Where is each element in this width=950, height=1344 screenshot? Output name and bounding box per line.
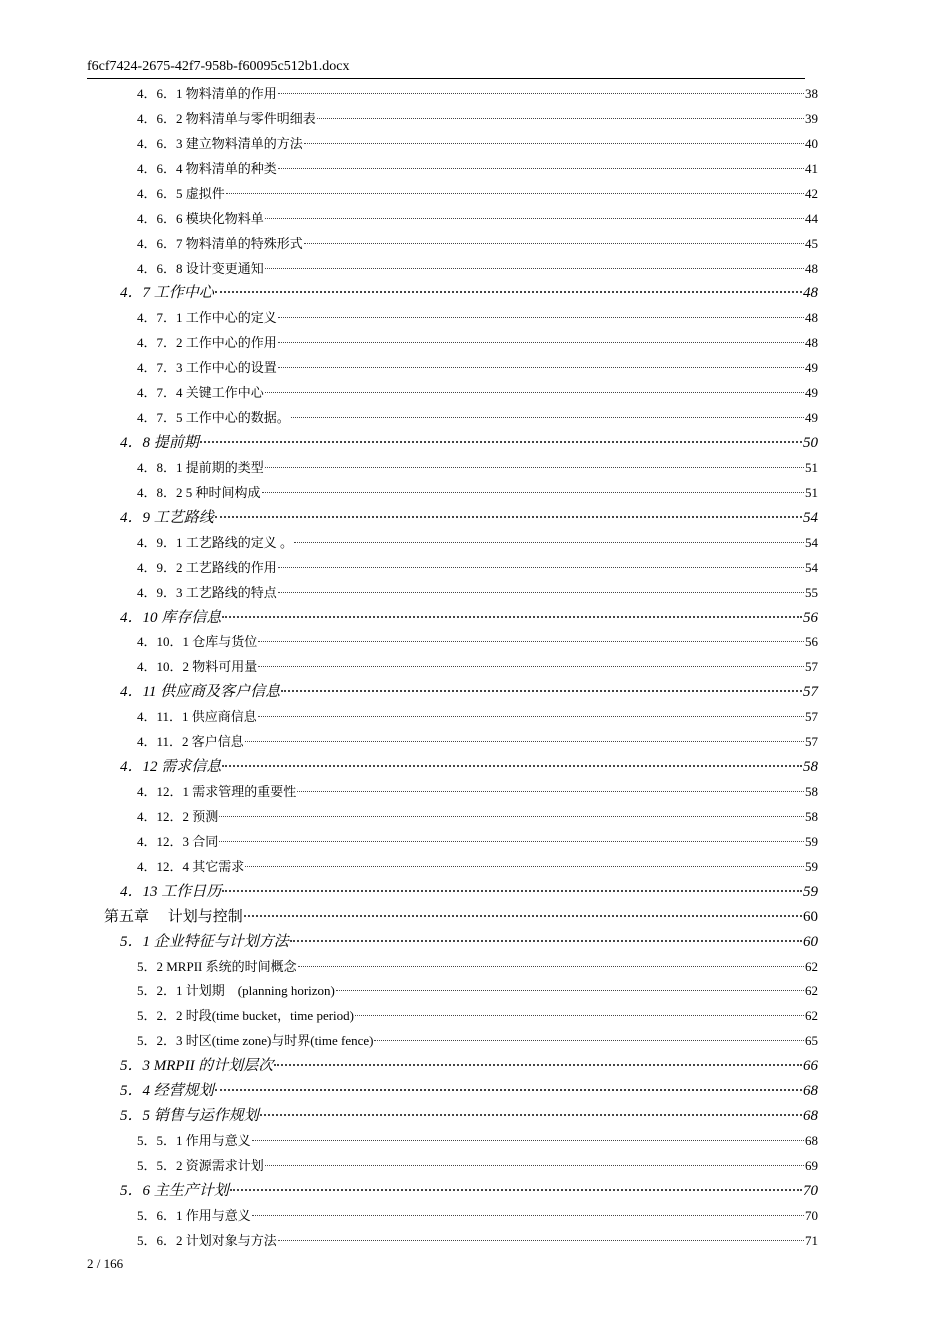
toc-dot-leader <box>278 342 804 343</box>
toc-entry[interactable] <box>137 830 818 854</box>
toc-dot-leader <box>304 243 804 244</box>
toc-entry-title: 4．12．2 预测 <box>137 808 219 824</box>
toc-entry-page-number: 49 <box>805 410 818 426</box>
toc-entry-title: 5．5．2 资源需求计划 <box>137 1157 264 1173</box>
toc-entry[interactable] <box>137 1029 818 1053</box>
toc-entry-title: 4．6．1 物料清单的作用 <box>137 86 277 101</box>
toc-dot-leader <box>265 1165 804 1166</box>
toc-entry[interactable] <box>137 581 818 605</box>
toc-entry[interactable] <box>120 606 818 630</box>
toc-entry-title: 4．8．1 提前期的类型 <box>137 459 264 475</box>
toc-entry[interactable] <box>137 182 818 206</box>
toc-entry[interactable] <box>137 331 818 355</box>
toc-entry-page-number: 38 <box>805 86 818 101</box>
toc-entry-page-number: 68 <box>803 1083 818 1100</box>
toc-dot-leader <box>245 741 804 742</box>
toc-dot-leader <box>245 866 804 867</box>
toc-dot-leader <box>317 118 804 119</box>
toc-dot-leader <box>298 966 804 967</box>
toc-entry-title: 5．6．1 作用与意义 <box>137 1207 251 1223</box>
toc-entry[interactable] <box>120 880 818 904</box>
toc-dot-leader <box>252 1140 804 1141</box>
toc-dot-leader <box>278 567 804 568</box>
toc-entry-page-number: 68 <box>803 1108 818 1125</box>
toc-dot-leader <box>219 816 804 817</box>
toc-entry-title: 4．6．6 模块化物料单 <box>137 210 264 226</box>
toc-entry-title: 4．8 提前期 <box>120 435 199 452</box>
toc-entry-page-number: 54 <box>803 509 818 526</box>
toc-dot-leader <box>265 392 804 393</box>
toc-entry-title: 5．1 企业特征与计划方法 <box>120 933 289 950</box>
toc-entry-page-number: 39 <box>805 110 818 126</box>
toc-entry-page-number: 49 <box>805 385 818 401</box>
toc-entry-title: 5．5．1 作用与意义 <box>137 1133 251 1149</box>
toc-dot-leader <box>304 143 804 144</box>
toc-dot-leader <box>355 1015 804 1016</box>
toc-entry-page-number: 57 <box>805 659 818 675</box>
toc-dot-leader <box>258 641 804 642</box>
toc-dot-leader <box>252 1215 804 1216</box>
toc-entry[interactable] <box>137 1004 818 1028</box>
toc-entry-title: 4．6．4 物料清单的种类 <box>137 160 277 176</box>
toc-entry-title: 4．13 工作日历 <box>120 883 222 900</box>
toc-dot-leader <box>291 417 804 418</box>
toc-dot-leader <box>297 791 804 792</box>
toc-entry[interactable] <box>137 132 818 156</box>
toc-entry[interactable] <box>120 506 818 530</box>
toc-entry[interactable] <box>137 705 818 729</box>
toc-entry-page-number: 41 <box>805 160 818 176</box>
toc-dot-leader <box>336 990 804 991</box>
toc-dot-leader <box>278 168 804 169</box>
toc-dot-leader <box>222 616 802 618</box>
toc-entry-page-number: 57 <box>803 684 818 701</box>
toc-entry-page-number: 62 <box>805 983 818 999</box>
toc-entry-page-number: 48 <box>805 310 818 326</box>
toc-entry-title: 4．7．5 工作中心的数据。 <box>137 410 290 426</box>
toc-entry[interactable] <box>120 930 818 954</box>
toc-dot-leader <box>215 1089 802 1091</box>
toc-entry[interactable] <box>120 680 818 704</box>
toc-dot-leader <box>215 291 802 293</box>
toc-entry-page-number: 48 <box>803 285 818 302</box>
toc-entry[interactable] <box>137 456 818 480</box>
toc-entry-title: 5．2．2 时段(time bucket，time period) <box>137 1008 354 1024</box>
toc-dot-leader <box>265 268 804 269</box>
toc-entry[interactable] <box>120 1054 818 1078</box>
toc-entry-page-number: 57 <box>805 734 818 750</box>
toc-entry-page-number: 62 <box>805 1008 818 1024</box>
toc-entry[interactable] <box>137 232 818 256</box>
toc-entry-title: 4．7．2 工作中心的作用 <box>137 335 277 351</box>
toc-entry-page-number: 68 <box>805 1133 818 1149</box>
toc-entry[interactable] <box>137 1204 818 1228</box>
toc-entry-title: 4．7．1 工作中心的定义 <box>137 310 277 326</box>
toc-entry-title: 4．12．3 合同 <box>137 833 219 849</box>
toc-entry-page-number: 60 <box>803 933 818 950</box>
toc-entry-page-number: 51 <box>805 459 818 475</box>
toc-entry-page-number: 69 <box>805 1157 818 1173</box>
toc-entry-title: 5．4 经营规划 <box>120 1083 214 1100</box>
toc-entry[interactable] <box>137 979 818 1003</box>
toc-entry[interactable] <box>137 655 818 679</box>
toc-dot-leader <box>200 441 802 443</box>
toc-dot-leader <box>215 516 802 518</box>
toc-entry[interactable] <box>137 356 818 380</box>
toc-entry[interactable] <box>137 481 818 505</box>
toc-dot-leader <box>222 890 802 892</box>
toc-dot-leader <box>258 716 804 717</box>
toc-entry-title: 4．6．8 设计变更通知 <box>137 260 264 276</box>
toc-entry-title: 5．2．3 时区(time zone)与时界(time fence) <box>137 1033 374 1049</box>
toc-entry[interactable] <box>137 630 818 654</box>
toc-dot-leader <box>222 765 802 767</box>
toc-entry-page-number: 42 <box>805 185 818 201</box>
toc-dot-leader <box>281 690 802 692</box>
toc-entry-page-number: 56 <box>805 634 818 650</box>
toc-entry[interactable] <box>137 257 818 281</box>
toc-entry[interactable] <box>137 556 818 580</box>
toc-entry[interactable] <box>137 1229 818 1253</box>
toc-dot-leader <box>274 1064 802 1066</box>
toc-entry-page-number: 58 <box>805 784 818 800</box>
toc-entry[interactable] <box>120 1179 818 1203</box>
toc-entry-page-number: 70 <box>805 1207 818 1223</box>
toc-entry-title: 5．2 MRPII 系统的时间概念 <box>137 958 297 974</box>
toc-dot-leader <box>230 1189 802 1191</box>
toc-entry-page-number: 55 <box>805 584 818 600</box>
toc-entry-title: 4．11．2 客户信息 <box>137 734 244 750</box>
toc-entry-title: 4．6．7 物料清单的特殊形式 <box>137 235 303 251</box>
toc-entry-title: 5．2．1 计划期 (planning horizon) <box>137 983 335 999</box>
toc-entry-page-number: 51 <box>805 484 818 500</box>
toc-entry-title: 4．12．4 其它需求 <box>137 858 245 874</box>
document-header <box>87 58 805 79</box>
toc-entry-title: 5．5 销售与运作规划 <box>120 1108 259 1125</box>
toc-entry-title: 4．7 工作中心 <box>120 285 214 302</box>
toc-entry-title: 4．6．3 建立物料清单的方法 <box>137 135 303 151</box>
toc-entry[interactable] <box>137 855 818 879</box>
toc-entry-title: 4．12 需求信息 <box>120 759 222 776</box>
toc-dot-leader <box>226 193 804 194</box>
toc-entry[interactable] <box>120 1079 818 1103</box>
toc-dot-leader <box>260 1114 802 1116</box>
toc-entry-page-number: 45 <box>805 235 818 251</box>
toc-entry-title: 4．9 工艺路线 <box>120 509 214 526</box>
toc-entry[interactable] <box>137 207 818 231</box>
toc-entry-page-number: 57 <box>805 709 818 725</box>
toc-entry-title: 4．11．1 供应商信息 <box>137 709 257 725</box>
toc-entry[interactable] <box>137 406 818 430</box>
toc-dot-leader <box>262 492 804 493</box>
toc-dot-leader <box>278 367 804 368</box>
toc-dot-leader <box>278 1240 804 1241</box>
toc-entry[interactable] <box>137 805 818 829</box>
toc-dot-leader <box>278 592 804 593</box>
toc-entry[interactable] <box>120 281 818 305</box>
toc-entry[interactable] <box>137 730 818 754</box>
toc-entry-title: 5．3 MRPII 的计划层次 <box>120 1058 274 1075</box>
toc-entry-title: 4．11 供应商及客户信息 <box>120 684 281 701</box>
toc-dot-leader <box>278 93 804 94</box>
toc-entry-page-number: 40 <box>805 135 818 151</box>
toc-entry-title: 5．6 主生产计划 <box>120 1182 229 1199</box>
toc-entry-page-number: 59 <box>803 883 818 900</box>
toc-entry-title: 4．6．5 虚拟件 <box>137 185 225 201</box>
toc-entry[interactable] <box>137 157 818 181</box>
toc-dot-leader <box>258 666 804 667</box>
toc-entry-page-number: 58 <box>805 808 818 824</box>
toc-entry[interactable] <box>120 431 818 455</box>
toc-entry-page-number: 59 <box>805 858 818 874</box>
toc-entry-title: 4．9．3 工艺路线的特点 <box>137 584 277 600</box>
toc-entry-title: 4．6．2 物料清单与零件明细表 <box>137 110 316 126</box>
toc-entry-title: 4．7．3 工作中心的设置 <box>137 360 277 376</box>
toc-entry-title: 4．10．1 仓库与货位 <box>137 634 258 650</box>
toc-entry-title: 4．7．4 关键工作中心 <box>137 385 264 401</box>
toc-entry-page-number: 58 <box>803 759 818 776</box>
toc-entry-page-number: 54 <box>805 559 818 575</box>
toc-entry-page-number: 60 <box>803 908 818 925</box>
toc-entry-title: 4．10 库存信息 <box>120 609 222 626</box>
page-indicator: 2 / 166 <box>87 1256 124 1271</box>
toc-entry-page-number: 71 <box>805 1232 818 1248</box>
toc-entry[interactable] <box>137 1129 818 1153</box>
toc-entry-page-number: 49 <box>805 360 818 376</box>
toc-entry-title: 5．6．2 计划对象与方法 <box>137 1232 277 1248</box>
toc-entry[interactable] <box>137 381 818 405</box>
toc-dot-leader <box>290 940 802 942</box>
toc-entry-page-number: 48 <box>805 335 818 351</box>
toc-entry-title: 4．10．2 物料可用量 <box>137 659 258 675</box>
toc-entry-page-number: 70 <box>803 1182 818 1199</box>
toc-entry-title: 第五章 计划与控制 <box>104 908 243 925</box>
toc-entry[interactable] <box>104 905 818 929</box>
toc-entry-page-number: 56 <box>803 609 818 626</box>
document-filename: f6cf7424-2675-42f7-958b-f60095c512b1.docx <box>87 59 350 74</box>
toc-dot-leader <box>244 915 802 917</box>
toc-entry-page-number: 50 <box>803 435 818 452</box>
toc-entry-title: 4．8．2 5 种时间构成 <box>137 484 261 500</box>
toc-dot-leader <box>265 467 804 468</box>
toc-entry-page-number: 66 <box>803 1058 818 1075</box>
toc-entry-page-number: 44 <box>805 210 818 226</box>
toc-entry[interactable] <box>120 1104 818 1128</box>
toc-entry-page-number: 48 <box>805 260 818 276</box>
toc-entry-title: 4．9．1 工艺路线的定义 。 <box>137 534 294 550</box>
toc-entry-page-number: 65 <box>805 1033 818 1049</box>
toc-entry[interactable] <box>137 107 818 131</box>
toc-entry-title: 4．12．1 需求管理的重要性 <box>137 784 297 800</box>
toc-entry[interactable] <box>120 755 818 779</box>
toc-entry-title: 4．9．2 工艺路线的作用 <box>137 559 277 575</box>
toc-dot-leader <box>278 317 804 318</box>
toc-dot-leader <box>265 218 804 219</box>
toc-dot-leader <box>294 542 804 543</box>
toc-entry-page-number: 59 <box>805 833 818 849</box>
toc-entry[interactable] <box>137 531 818 555</box>
toc-entry[interactable] <box>137 306 818 330</box>
toc-entry[interactable] <box>137 955 818 979</box>
toc-entry[interactable] <box>137 82 818 106</box>
toc-entry-page-number: 62 <box>805 958 818 974</box>
toc-entry[interactable] <box>137 780 818 804</box>
toc-entry-page-number: 54 <box>805 534 818 550</box>
toc-dot-leader <box>374 1040 804 1041</box>
toc-dot-leader <box>219 841 804 842</box>
toc-entry[interactable] <box>137 1154 818 1178</box>
